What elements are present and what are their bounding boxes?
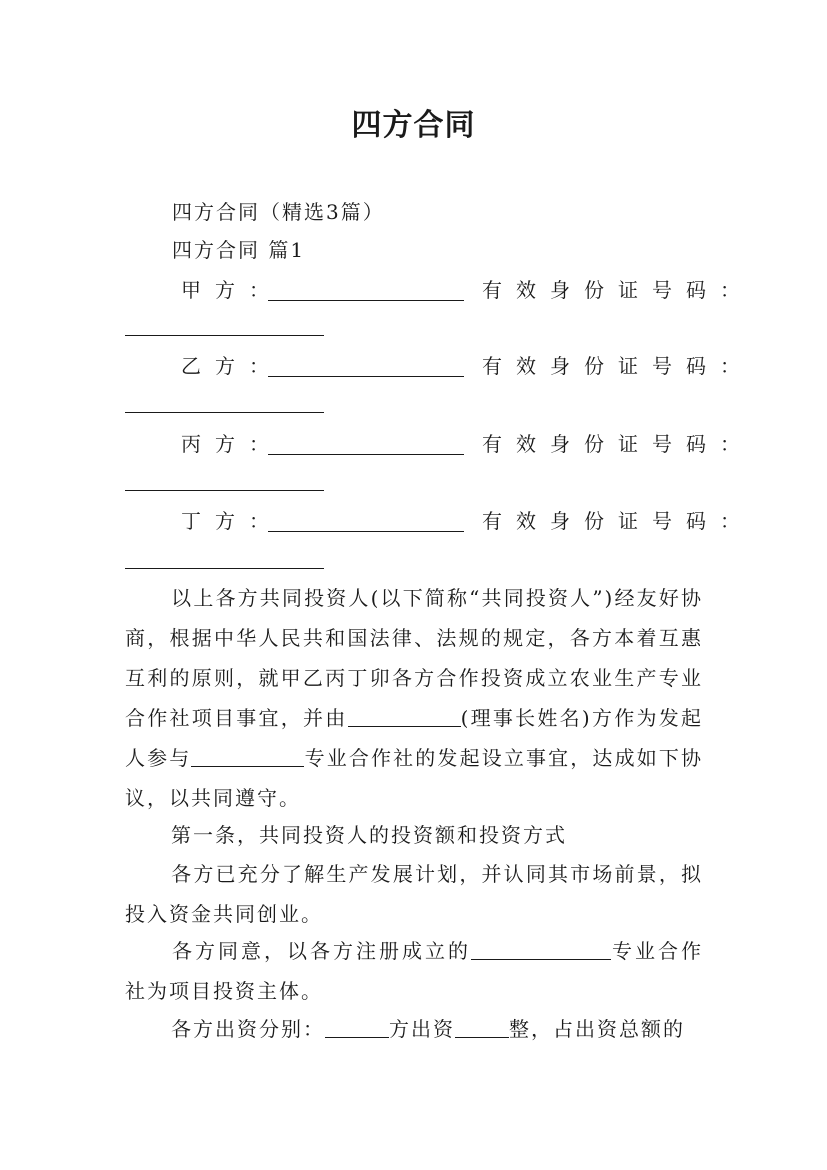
party-row-yi bbox=[0, 352, 827, 380]
party-row-jia bbox=[0, 276, 827, 304]
article-1-heading: 第一条，共同投资人的投资额和投资方式 bbox=[171, 823, 567, 847]
capital-paragraph bbox=[125, 1009, 703, 1049]
plan-paragraph: 各方已充分了解生产发展计划，并认同其市场前景，拟投入资金共同创业。 bbox=[125, 862, 703, 926]
party-name-blank bbox=[268, 356, 464, 377]
id-number-label: 有效身份证号码： bbox=[482, 432, 754, 456]
id-number-blank bbox=[125, 567, 324, 569]
registered-cooperative-blank bbox=[471, 939, 611, 960]
section-heading: 四方合同 篇1 bbox=[172, 238, 306, 262]
id-number-blank bbox=[125, 489, 324, 491]
intro-text-3: 专业合作社的发起设立事宜，达成如下协议，以共同遵守。 bbox=[125, 746, 704, 810]
id-number-label: 有效身份证号码： bbox=[482, 509, 754, 533]
cooperative-name-blank bbox=[191, 746, 304, 767]
party-row-bing bbox=[0, 430, 827, 458]
capital-text-3: 整，占出资总额的 bbox=[509, 1017, 685, 1041]
id-number-label: 有效身份证号码： bbox=[482, 278, 754, 302]
intro-text-1: 以上各方共同投资人(以下简称“共同投资人”)经友好协商，根据中华人民共和国法律、法规的规定，各方本着互惠互利的原则，就甲乙丙丁卯各方合作投资成立农业生产专业合作社项目事宜，并由 bbox=[125, 586, 703, 730]
id-number-label: 有效身份证号码： bbox=[482, 354, 754, 378]
id-number-blank bbox=[125, 411, 324, 413]
party-label: 丁方： bbox=[181, 509, 283, 533]
agree-paragraph bbox=[125, 931, 703, 1011]
investment-amount-blank bbox=[455, 1017, 509, 1038]
intro-paragraph bbox=[125, 578, 703, 818]
capital-text-2: 方出资 bbox=[389, 1017, 455, 1041]
capital-text-1: 各方出资分别： bbox=[171, 1017, 325, 1041]
intro-text-2: (理事长姓名)方作为发起人参与 bbox=[125, 706, 704, 770]
party-label: 丙方： bbox=[181, 432, 283, 456]
party-name-blank bbox=[268, 434, 464, 455]
chairman-name-blank bbox=[348, 706, 461, 727]
party-row-ding bbox=[0, 507, 827, 535]
party-name-blank bbox=[268, 280, 464, 301]
agree-text-2: 专业合作社为项目投资主体。 bbox=[125, 939, 703, 1003]
agree-text-1: 各方同意，以各方注册成立的 bbox=[171, 939, 471, 963]
investor-party-blank bbox=[325, 1017, 389, 1038]
id-number-blank bbox=[125, 334, 324, 336]
document-title: 四方合同 bbox=[351, 108, 476, 143]
document-subtitle: 四方合同（精选3篇） bbox=[172, 200, 385, 224]
party-name-blank bbox=[268, 511, 464, 532]
party-label: 甲方： bbox=[181, 278, 283, 302]
party-label: 乙方： bbox=[181, 354, 283, 378]
